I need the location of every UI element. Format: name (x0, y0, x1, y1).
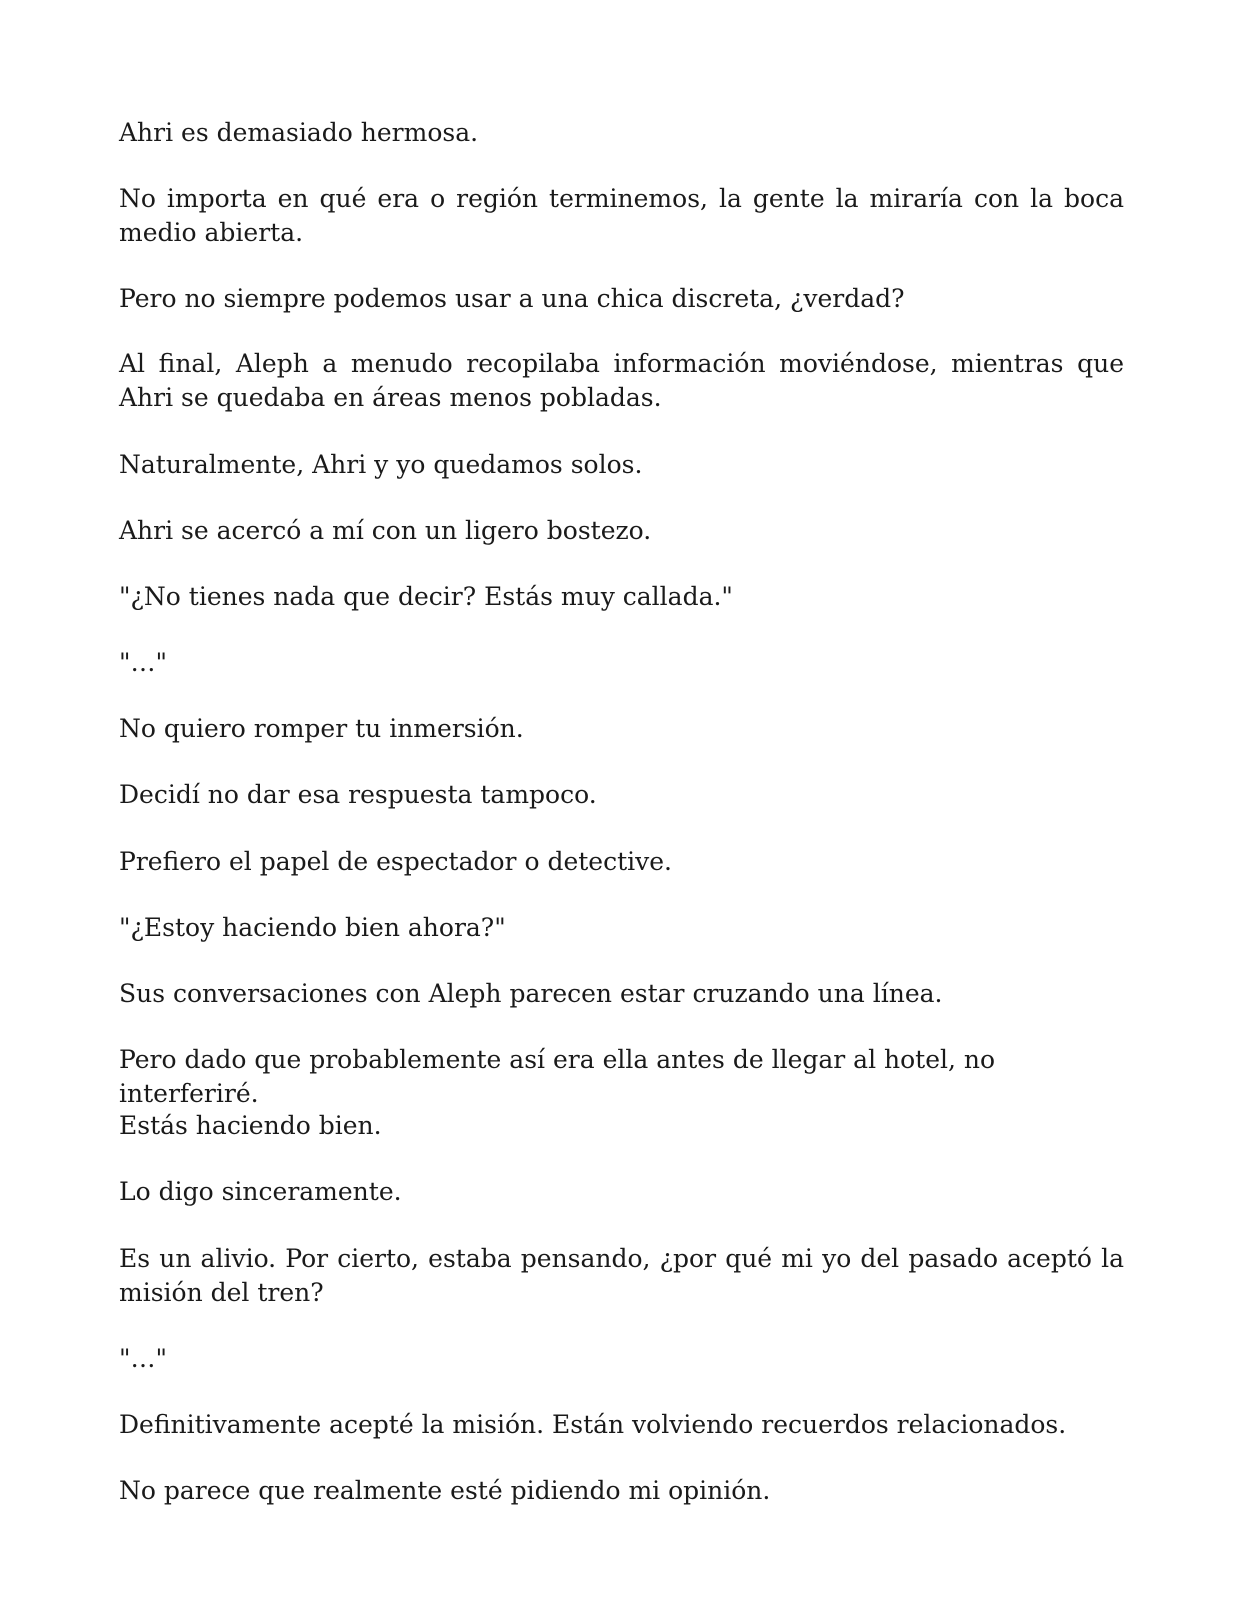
paragraph-17: Es un alivio. Por cierto, estaba pensando, ¿por qué mi yo del pasado aceptó la misión del tren? (119, 1244, 1124, 1307)
paragraph-6: Ahri se acercó a mí con un ligero bostezo. (119, 516, 652, 545)
paragraph-2: No importa en qué era o región terminemos, la gente la miraría con la boca medio abierta. (119, 184, 1124, 247)
paragraph-7: "¿No tienes nada que decir? Estás muy callada." (119, 582, 733, 611)
paragraph-3: Pero no siempre podemos usar a una chica discreta, ¿verdad? (119, 284, 905, 313)
paragraph-5: Naturalmente, Ahri y yo quedamos solos. (119, 450, 643, 479)
paragraph-20: No parece que realmente esté pidiendo mi opinión. (119, 1476, 771, 1505)
paragraph-8: "…" (119, 648, 167, 677)
paragraph-4: Al final, Aleph a menudo recopilaba información moviéndose, mientras que Ahri se quedaba en áreas menos pobladas. (119, 349, 1124, 412)
paragraph-13: Sus conversaciones con Aleph parecen estar cruzando una línea. (119, 979, 943, 1008)
paragraph-15: Estás haciendo bien. (119, 1111, 382, 1140)
paragraph-14: Pero dado que probablemente así era ella antes de llegar al hotel, no interferiré. (119, 1045, 996, 1108)
paragraph-18: "…" (119, 1344, 167, 1373)
paragraph-9: No quiero romper tu inmersión. (119, 714, 524, 743)
paragraph-1: Ahri es demasiado hermosa. (119, 118, 479, 147)
paragraph-11: Prefiero el papel de espectador o detective. (119, 847, 672, 876)
paragraph-16: Lo digo sinceramente. (119, 1177, 402, 1206)
paragraph-12: "¿Estoy haciendo bien ahora?" (119, 913, 506, 942)
paragraph-10: Decidí no dar esa respuesta tampoco. (119, 780, 597, 809)
paragraph-19: Definitivamente acepté la misión. Están volviendo recuerdos relacionados. (119, 1410, 1067, 1439)
